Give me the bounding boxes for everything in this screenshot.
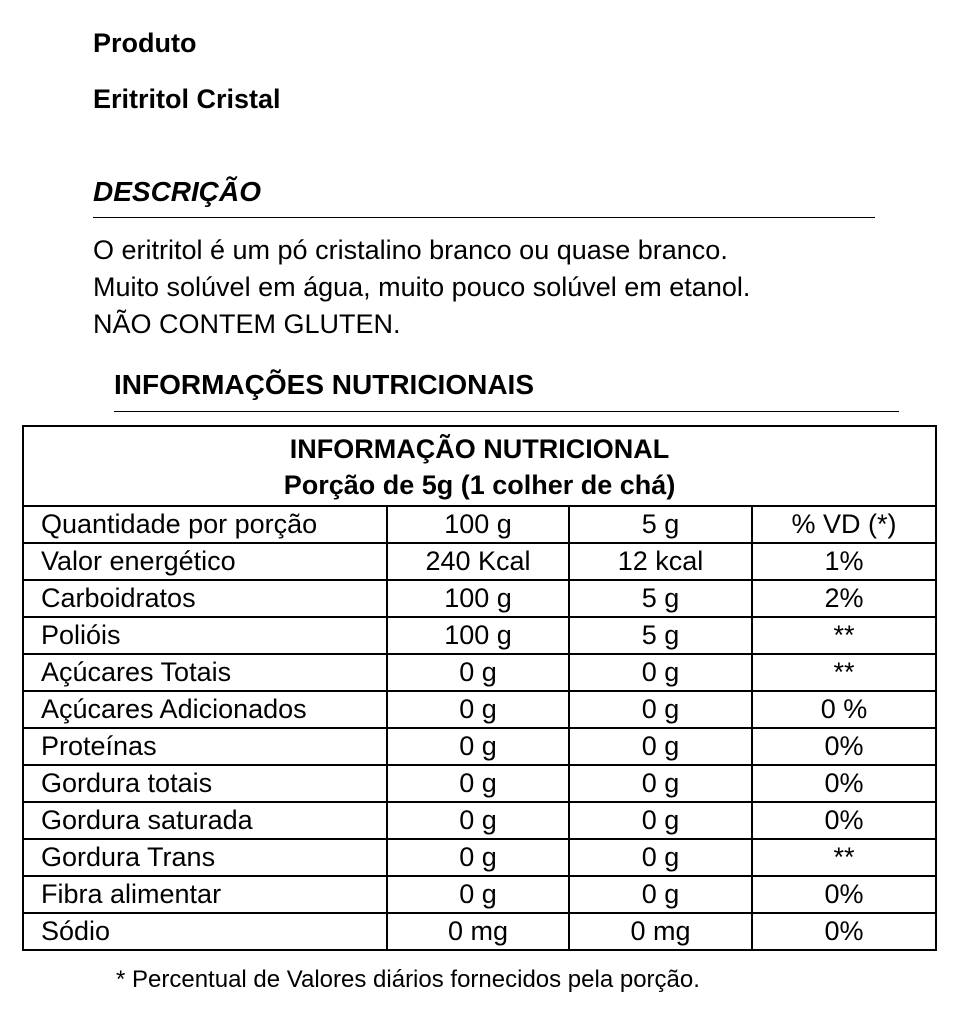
value-5g: 0 g: [569, 691, 752, 728]
table-row: [23, 802, 936, 839]
description-line: Muito solúvel em água, muito pouco solúvel em etanol.: [93, 272, 751, 302]
footnote: * Percentual de Valores diários fornecidos pela porção.: [116, 966, 700, 993]
header-100g: 100 g: [387, 506, 569, 543]
product-label: Produto: [93, 28, 197, 58]
value-vd: **: [752, 839, 936, 876]
value-100g: 240 Kcal: [387, 543, 569, 580]
value-5g: 0 g: [569, 876, 752, 913]
value-vd: 0%: [752, 728, 936, 765]
description-line: O eritritol é um pó cristalino branco ou quase branco.: [93, 235, 728, 265]
description-text: [93, 232, 888, 343]
nutrient-name: Carboidratos: [23, 580, 387, 617]
table-row: [23, 728, 936, 765]
nutrient-name: Açúcares Totais: [23, 654, 387, 691]
value-100g: 0 g: [387, 876, 569, 913]
table-row: [23, 617, 936, 654]
value-100g: 0 g: [387, 839, 569, 876]
value-5g: 5 g: [569, 580, 752, 617]
value-vd: 1%: [752, 543, 936, 580]
product-name: Eritritol Cristal: [93, 84, 281, 114]
table-row: [23, 876, 936, 913]
table-row: [23, 913, 936, 950]
value-5g: 0 g: [569, 839, 752, 876]
header-5g: 5 g: [569, 506, 752, 543]
table-row: [23, 839, 936, 876]
table-row: [23, 543, 936, 580]
header-vd: % VD (*): [752, 506, 936, 543]
value-100g: 0 g: [387, 802, 569, 839]
value-vd: 0%: [752, 876, 936, 913]
nutrition-table-serving: Porção de 5g (1 colher de chá): [283, 470, 676, 500]
value-5g: 0 g: [569, 802, 752, 839]
value-vd: 2%: [752, 580, 936, 617]
nutrient-name: Gordura saturada: [23, 802, 387, 839]
value-100g: 0 g: [387, 654, 569, 691]
value-100g: 0 g: [387, 765, 569, 802]
nutrition-table-title-text: INFORMAÇÃO NUTRICIONAL: [289, 434, 670, 464]
nutrient-name: Sódio: [23, 913, 387, 950]
nutrient-name: Valor energético: [23, 543, 387, 580]
description-heading: DESCRIÇÃO: [93, 176, 262, 207]
value-vd: **: [752, 617, 936, 654]
value-5g: 0 g: [569, 654, 752, 691]
value-100g: 0 g: [387, 691, 569, 728]
table-row: [23, 765, 936, 802]
nutrition-divider: [114, 411, 899, 412]
value-vd: 0%: [752, 765, 936, 802]
value-vd: **: [752, 654, 936, 691]
table-row: [23, 654, 936, 691]
nutrition-heading: INFORMAÇÕES NUTRICIONAIS: [114, 369, 534, 400]
value-5g: 0 g: [569, 765, 752, 802]
value-100g: 100 g: [387, 580, 569, 617]
header-quantity: Quantidade por porção: [23, 506, 387, 543]
value-5g: 12 kcal: [569, 543, 752, 580]
value-100g: 0 mg: [387, 913, 569, 950]
description-divider: [93, 217, 875, 218]
nutrient-name: Fibra alimentar: [23, 876, 387, 913]
value-100g: 0 g: [387, 728, 569, 765]
nutrition-table-title: [23, 426, 936, 506]
nutrient-name: Gordura Trans: [23, 839, 387, 876]
value-5g: 0 mg: [569, 913, 752, 950]
table-row: [23, 580, 936, 617]
value-100g: 100 g: [387, 617, 569, 654]
nutrition-table: [22, 425, 937, 951]
nutrient-name: Gordura totais: [23, 765, 387, 802]
value-vd: 0%: [752, 913, 936, 950]
table-row: [23, 691, 936, 728]
value-5g: 5 g: [569, 617, 752, 654]
value-vd: 0 %: [752, 691, 936, 728]
value-vd: 0%: [752, 802, 936, 839]
nutrient-name: Açúcares Adicionados: [23, 691, 387, 728]
description-line: NÃO CONTEM GLUTEN.: [93, 309, 401, 339]
nutrient-name: Proteínas: [23, 728, 387, 765]
nutrient-name: Polióis: [23, 617, 387, 654]
value-5g: 0 g: [569, 728, 752, 765]
table-header-row: [23, 506, 936, 543]
